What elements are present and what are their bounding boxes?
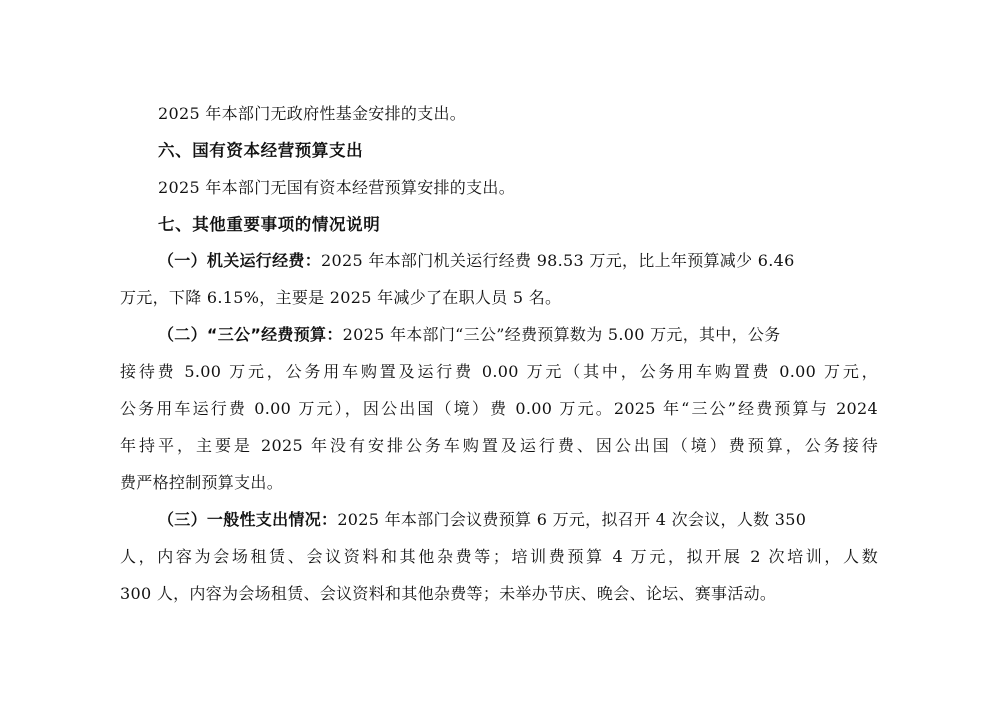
paragraph-state-capital: 2025 年本部门无国有资本经营预算安排的支出。 bbox=[158, 178, 516, 197]
heading-state-capital: 六、国有资本经营预算支出 bbox=[158, 141, 364, 160]
section-general-expense-text: 2025 年本部门会议费预算 6 万元，拟召开 4 次会议，人数 350 bbox=[337, 510, 807, 529]
heading-other-matters: 七、其他重要事项的情况说明 bbox=[158, 215, 381, 234]
section-three-public-line-5: 费严格控制预算支出。 bbox=[120, 473, 284, 492]
section-three-public-text: 2025 年本部门“三公”经费预算数为 5.00 万元，其中，公务 bbox=[342, 325, 781, 344]
section-operating-funds-line-2: 万元，下降 6.15%，主要是 2025 年减少了在职人员 5 名。 bbox=[120, 288, 562, 307]
section-operating-funds-text: 2025 年本部门机关运行经费 98.53 万元，比上年预算减少 6.46 bbox=[321, 251, 795, 270]
section-operating-funds-line-1 bbox=[158, 250, 795, 272]
section-general-expense-line-3: 300 人，内容为会场租赁、会议资料和其他杂费等；未举办节庆、晚会、论坛、赛事活动。 bbox=[120, 584, 777, 603]
section-general-expense-label: （三）一般性支出情况： bbox=[158, 510, 338, 529]
section-three-public-line-3: 公务用车运行费 0.00 万元），因公出国（境）费 0.00 万元。2025 年“三公”经费预算与 2024 bbox=[120, 399, 878, 418]
section-three-public-label: （二）“三公”经费预算： bbox=[158, 325, 343, 344]
paragraph-government-fund: 2025 年本部门无政府性基金安排的支出。 bbox=[158, 104, 467, 123]
section-general-expense-line-1 bbox=[158, 509, 806, 531]
section-operating-funds-label: （一）机关运行经费： bbox=[158, 251, 322, 270]
section-general-expense-line-2: 人，内容为会场租赁、会议资料和其他杂费等；培训费预算 4 万元，拟开展 2 次培训，人数 bbox=[120, 547, 878, 566]
section-three-public-line-2: 接待费 5.00 万元，公务用车购置及运行费 0.00 万元（其中，公务用车购置费 0.00 万元， bbox=[120, 362, 878, 381]
section-three-public-line-1 bbox=[158, 324, 781, 346]
section-three-public-line-4: 年持平，主要是 2025 年没有安排公务车购置及运行费、因公出国（境）费预算，公务接待 bbox=[120, 436, 878, 455]
